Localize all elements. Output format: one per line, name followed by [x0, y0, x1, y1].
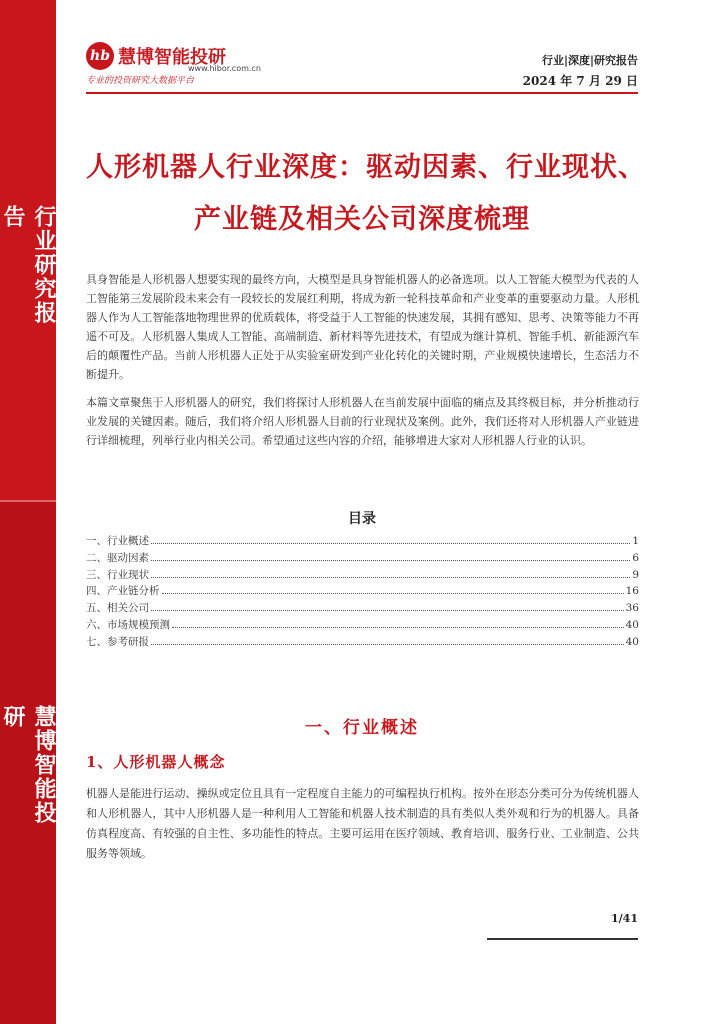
toc-leader-dots: [162, 593, 624, 594]
section-heading: 一、行业概述: [305, 718, 419, 738]
toc-leader-dots: [172, 627, 624, 628]
toc-item[interactable]: [86, 583, 639, 600]
toc-item-page: 40: [625, 618, 639, 631]
toc-item-label: 三、行业现状: [86, 568, 149, 581]
toc-item-page: 16: [625, 585, 639, 598]
footer-divider: [487, 938, 638, 940]
toc-item-page: 9: [632, 568, 639, 581]
toc-item-label: 七、参考研报: [86, 635, 149, 648]
title-line-1: 人形机器人行业深度：驱动因素、行业现状、: [86, 152, 646, 183]
toc-leader-dots: [151, 610, 624, 611]
section-paragraph: 机器人是能进行运动、操纵或定位且具有一定程度自主能力的可编程执行机构。按外在形态分类可分为传统机器人和人形机器人，其中人形机器人是一种利用人工智能和机器人技术制造的具有类似人类外观和行为的机器人。具备仿真程度高、有较强的自主性、多功能性的特点。主要可运用在医疗领域、教育培训、服务行业、工业制造、公共服务等领域。: [86, 787, 639, 860]
logo-url: www.hibor.com.cn: [188, 64, 261, 73]
toc-item-label: 一、行业概述: [86, 535, 149, 547]
toc-leader-dots: [151, 577, 630, 578]
toc-item[interactable]: [86, 617, 639, 634]
page-title: [86, 142, 646, 246]
toc-item-page: 36: [625, 602, 639, 615]
toc-item-page: 1: [632, 535, 639, 547]
toc-leader-dots: [151, 644, 624, 645]
toc-item[interactable]: [86, 634, 639, 651]
logo-slogan: 专业的投资研究大数据平台: [86, 76, 195, 86]
toc-item-page: 6: [632, 551, 639, 564]
intro-paragraph-2: 本篇文章聚焦于人形机器人的研究，我们将探讨人形机器人在当前发展中面临的痛点及其终极目标，并分析推动行业发展的关键因素。随后，我们将介绍人形机器人目前的行业现状及案例。此外，我们还将对人形机器人产业链进行详细梳理，列举行业内相关公司。希望通过这些内容的介绍，能够增进大家对人形机器人行业的认识。: [86, 396, 639, 447]
sidebar: [0, 0, 56, 1024]
sidebar-divider: [0, 500, 56, 502]
intro-paragraph-1: 具身智能是人形机器人想要实现的最终方向，大模型是具身智能机器人的必备选项。以人工智能大模型为代表的人工智能第三发展阶段未来会有一段较长的发展红利期，将成为新一轮科技革命和产业变革的重要驱动力量。人形机器人作为人工智能落地物理世界的优质载体，将受益于人工智能的快速发展，其拥有感知、思考、决策等能力不再遥不可及。人形机器人集成人工智能、高端制造、新材料等先进技术，有望成为继计算机、智能手机、新能源汽车后的颠覆性产品。当前人形机器人正处于从实验室研发到产业化转化的关键时期，产业规模快速增长，生态活力不断提升。: [86, 273, 639, 381]
report-date: 2024 年 7 月 29 日: [522, 74, 638, 88]
toc-item[interactable]: [86, 550, 639, 567]
page-number: 1/41: [611, 912, 638, 925]
sidebar-bottom-text: 慧博智能投研: [0, 705, 56, 825]
toc-item[interactable]: [86, 533, 639, 550]
toc-leader-dots: [151, 560, 630, 561]
toc-item-label: 五、相关公司: [86, 602, 149, 615]
toc-title: 目录: [348, 511, 376, 527]
logo-name: 慧博智能投研: [118, 47, 226, 68]
toc-item-label: 六、市场规模预测: [86, 618, 170, 631]
sidebar-top-text: 行业研究报告: [0, 205, 56, 325]
header-meta: [523, 52, 638, 89]
title-line-2: 产业链及相关公司深度梳理: [194, 204, 530, 235]
header-divider: [86, 92, 638, 94]
toc-item[interactable]: [86, 600, 639, 617]
report-type: 行业|深度|研究报告: [541, 54, 638, 67]
subsection-heading: 1、人形机器人概念: [86, 753, 226, 771]
toc-item-label: 二、驱动因素: [86, 551, 149, 564]
toc-item-page: 40: [625, 635, 639, 648]
toc-leader-dots: [151, 543, 630, 544]
logo: [86, 40, 286, 88]
toc-item-label: 四、产业链分析: [86, 585, 160, 598]
toc-item[interactable]: [86, 567, 639, 584]
table-of-contents: [86, 533, 639, 651]
logo-mark-icon: hb: [86, 42, 114, 70]
